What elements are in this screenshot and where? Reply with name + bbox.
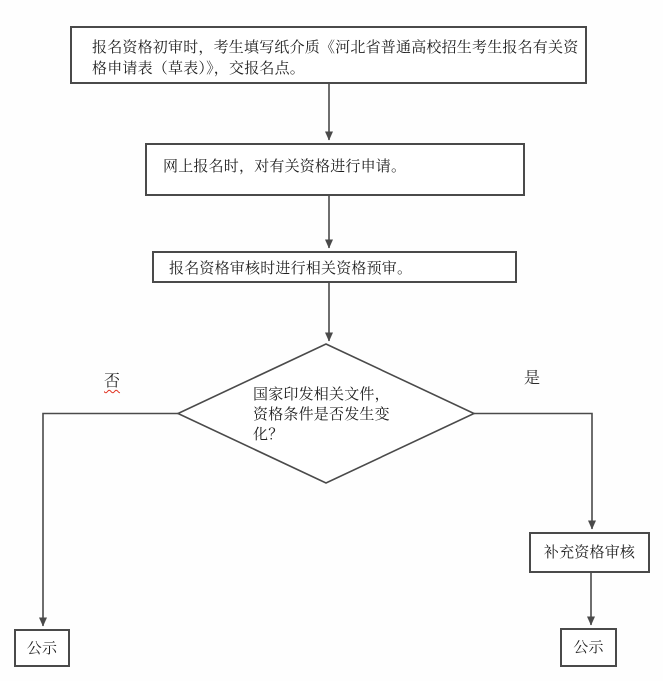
process-step2-box: 网上报名时，对有关资格进行申请。: [145, 143, 525, 196]
connector-no-branch: [43, 414, 178, 627]
no-branch-label: 否: [104, 373, 121, 390]
yes-branch-label: 是: [524, 370, 541, 387]
publicity-right-box: 公示: [560, 628, 617, 667]
publicity-left-box: 公示: [14, 629, 70, 667]
supplement-review-box: 补充资格审核: [529, 532, 650, 573]
decision-diamond-text: 国家印发相关文件，资格条件是否发生变化？: [253, 386, 390, 443]
connector-yes-branch: [474, 414, 592, 530]
process-step3-box: 报名资格审核时进行相关资格预审。: [152, 251, 517, 283]
process-step1-box: 报名资格初审时，考生填写纸介质《河北省普通高校招生考生报名有关资格申请表（草表）》，交报名点。: [70, 26, 587, 84]
